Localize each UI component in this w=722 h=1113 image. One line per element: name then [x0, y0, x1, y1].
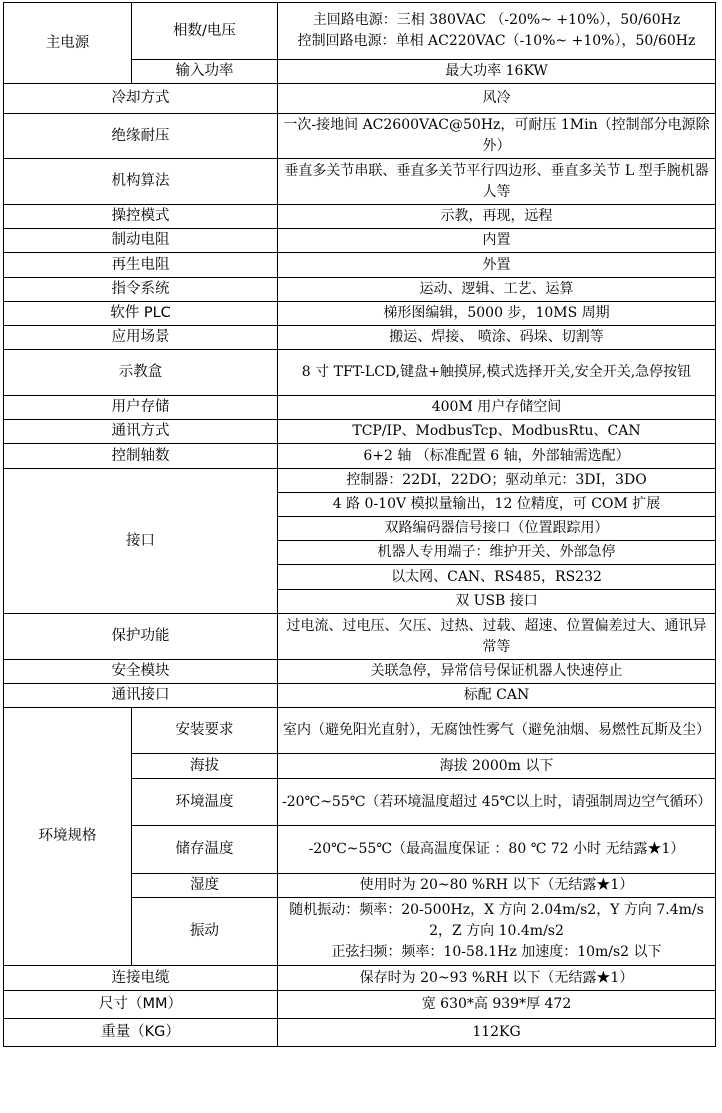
vibration-value	[278, 898, 716, 966]
insulation-value: 一次-接地间 AC2600VAC@50Hz，可耐压 1Min（控制部分电源除外）	[278, 114, 716, 159]
regen-resistor-label: 再生电阻	[4, 253, 278, 278]
brake-resistor-label: 制动电阻	[4, 229, 278, 253]
table-row	[4, 396, 716, 420]
ambient-temp-label: 环境温度	[132, 779, 278, 826]
table-row	[4, 444, 716, 469]
humidity-label: 湿度	[132, 874, 278, 898]
vibration-label: 振动	[132, 898, 278, 966]
protection-value: 过电流、过电压、欠压、过热、过载、超速、位置偏差过大、通讯异常等	[278, 614, 716, 660]
table-row	[4, 229, 716, 253]
teach-box-label: 示教盒	[4, 350, 278, 396]
table-row	[4, 278, 716, 302]
interface-label: 接口	[4, 469, 278, 614]
humidity-value: 使用时为 20~80 %RH 以下（无结露★1）	[278, 874, 716, 898]
application-label: 应用场景	[4, 326, 278, 350]
plc-value: 梯形图编辑，5000 步，10MS 周期	[278, 302, 716, 326]
algorithm-label: 机构算法	[4, 159, 278, 205]
cable-label: 连接电缆	[4, 966, 278, 991]
altitude-value: 海拔 2000m 以下	[278, 754, 716, 779]
table-row	[4, 302, 716, 326]
voltage-value	[278, 3, 716, 60]
insulation-label: 绝缘耐压	[4, 114, 278, 159]
table-row	[4, 966, 716, 991]
table-row	[4, 660, 716, 684]
storage-temp-label: 储存温度	[132, 826, 278, 874]
interface-item: 以太网、CAN、RS485，RS232	[278, 565, 716, 590]
comm-interface-label: 通讯接口	[4, 684, 278, 708]
table-row	[4, 114, 716, 159]
safety-value: 关联急停，异常信号保证机器人快速停止	[278, 660, 716, 684]
install-value: 室内（避免阳光直射），无腐蚀性雾气（避免油烟、易燃性瓦斯及尘）	[278, 708, 716, 754]
plc-label: 软件 PLC	[4, 302, 278, 326]
table-row	[4, 326, 716, 350]
install-label: 安装要求	[132, 708, 278, 754]
table-row	[4, 614, 716, 660]
weight-value: 112KG	[278, 1019, 716, 1047]
control-mode-label: 操控模式	[4, 205, 278, 229]
storage-value: 400M 用户存储空间	[278, 396, 716, 420]
interface-item: 机器人专用端子：维护开关、外部急停	[278, 541, 716, 565]
input-power-label: 输入功率	[132, 60, 278, 84]
table-row	[4, 1019, 716, 1047]
brake-resistor-value: 内置	[278, 229, 716, 253]
regen-resistor-value: 外置	[278, 253, 716, 278]
input-power-value: 最大功率 16KW	[278, 60, 716, 84]
spec-table	[3, 2, 716, 1047]
table-row	[4, 350, 716, 396]
voltage-main-circuit: 主回路电源：三相 380VAC （-20%~ +10%），50/60Hz	[312, 12, 681, 28]
storage-label: 用户存储	[4, 396, 278, 420]
instruction-label: 指令系统	[4, 278, 278, 302]
interface-item: 控制器：22DI，22DO；驱动单元：3DI，3DO	[278, 469, 716, 493]
storage-temp-value: -20℃~55℃（最高温度保证 ：80 ℃ 72 小时 无结露★1）	[278, 826, 716, 874]
interface-item: 双路编码器信号接口（位置跟踪用）	[278, 517, 716, 541]
table-row	[4, 84, 716, 114]
control-mode-value: 示教，再现，远程	[278, 205, 716, 229]
table-row	[4, 205, 716, 229]
table-row	[4, 469, 716, 493]
axes-value: 6+2 轴 （标准配置 6 轴，外部轴需选配）	[278, 444, 716, 469]
voltage-label: 相数/电压	[132, 3, 278, 60]
ambient-temp-value: -20℃~55℃（若环境温度超过 45℃以上时，请强制周边空气循环）	[278, 779, 716, 826]
table-row	[4, 708, 716, 754]
table-row	[4, 684, 716, 708]
cable-value: 保存时为 20~93 %RH 以下（无结露★1）	[278, 966, 716, 991]
teach-box-value: 8 寸 TFT-LCD,键盘+触摸屏,模式选择开关,安全开关,急停按钮	[278, 350, 716, 396]
table-row	[4, 159, 716, 205]
interface-item: 双 USB 接口	[278, 590, 716, 614]
power-main-label: 主电源	[4, 3, 132, 84]
dimensions-label: 尺寸（MM）	[4, 991, 278, 1019]
instruction-value: 运动、逻辑、工艺、运算	[278, 278, 716, 302]
comm-method-label: 通讯方式	[4, 420, 278, 444]
comm-method-value: TCP/IP、ModbusTcp、ModbusRtu、CAN	[278, 420, 716, 444]
table-row	[4, 3, 716, 60]
safety-label: 安全模块	[4, 660, 278, 684]
table-row	[4, 420, 716, 444]
voltage-control-circuit: 控制回路电源：单相 AC220VAC（-10%~ +10%），50/60Hz	[297, 33, 696, 49]
comm-interface-value: 标配 CAN	[278, 684, 716, 708]
table-row	[4, 991, 716, 1019]
axes-label: 控制轴数	[4, 444, 278, 469]
application-value: 搬运、焊接、 喷涂、码垛、切割等	[278, 326, 716, 350]
algorithm-value: 垂直多关节串联、垂直多关节平行四边形、垂直多关节 L 型手腕机器人等	[278, 159, 716, 205]
protection-label: 保护功能	[4, 614, 278, 660]
altitude-label: 海拔	[132, 754, 278, 779]
dimensions-value: 宽 630*高 939*厚 472	[278, 991, 716, 1019]
cooling-label: 冷却方式	[4, 84, 278, 114]
weight-label: 重量（KG）	[4, 1019, 278, 1047]
environment-label: 环境规格	[4, 708, 132, 966]
table-row	[4, 253, 716, 278]
vibration-sine-sweep: 正弦扫频：频率：10-58.1Hz 加速度：10m/s2 以下	[331, 944, 662, 960]
interface-item: 4 路 0-10V 模拟量输出，12 位精度，可 COM 扩展	[278, 493, 716, 517]
cooling-value: 风冷	[278, 84, 716, 114]
vibration-random: 随机振动：频率：20-500Hz，X 方向 2.04m/s2，Y 方向 7.4m/s2，Z 方向 10.4m/s2	[289, 902, 704, 939]
